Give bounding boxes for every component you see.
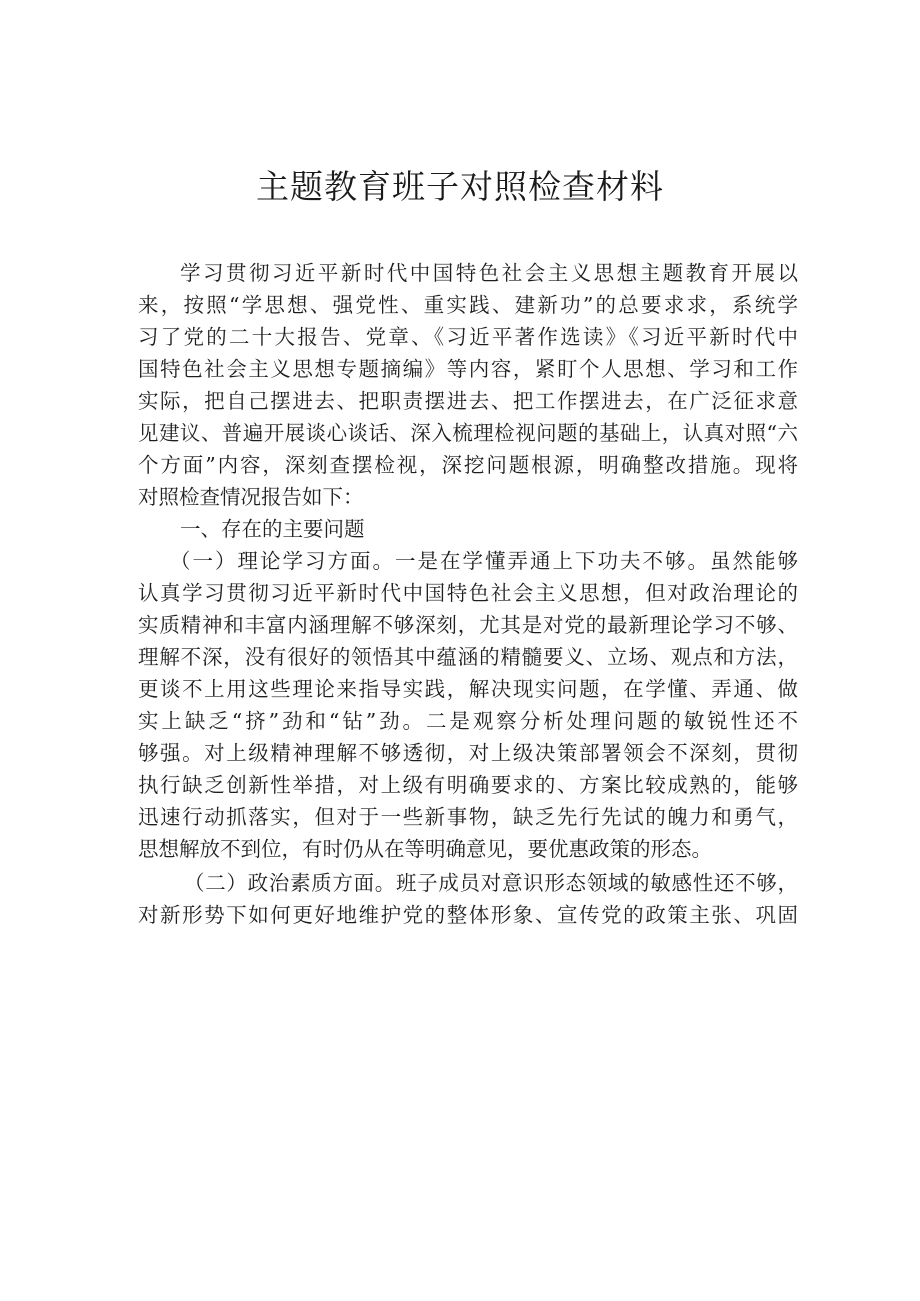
paragraph-line: 学习贯彻习近平新时代中国特色社会主义思想主题教育开展以 [180, 261, 798, 285]
paragraph-line: 更谈不上用这些理论来指导实践，解决现实问题，在学懂、弄通、做 [138, 677, 798, 701]
paragraph-line: 思想解放不到位，有时仍从在等明确意见，要优惠政策的形态。 [138, 837, 712, 861]
paragraph-line: 实质精神和丰富内涵理解不够深刻，尤其是对党的最新理论学习不够、 [138, 613, 798, 637]
paragraph-line: 国特色社会主义思想专题摘编》等内容，紧盯个人思想、学习和工作 [138, 357, 798, 381]
paragraph-line: （一）理论学习方面。一是在学懂弄通上下功夫不够。虽然能够 [170, 549, 798, 573]
paragraph-line: 实上缺乏“挤”劲和“钻”劲。二是观察分析处理问题的敏锐性还不 [138, 709, 798, 733]
paragraph-line: 认真学习贯彻习近平新时代中国特色社会主义思想，但对政治理论的 [138, 581, 798, 605]
section-heading: 一、存在的主要问题 [180, 517, 365, 541]
paragraph-line: 个方面”内容，深刻查摆检视，深挖问题根源，明确整改措施。现将 [138, 453, 798, 477]
paragraph-line: 对新形势下如何更好地维护党的整体形象、宣传党的政策主张、巩固 [138, 903, 798, 927]
paragraph-line: （二）政治素质方面。班子成员对意识形态领域的敏感性还不够， [184, 871, 798, 895]
paragraph-line: 够强。对上级精神理解不够透彻，对上级决策部署领会不深刻，贯彻 [138, 741, 798, 765]
paragraph-line: 理解不深，没有很好的领悟其中蕴涵的精髓要义、立场、观点和方法， [138, 645, 798, 669]
paragraph-line: 对照检查情况报告如下： [138, 485, 364, 509]
paragraph-line: 执行缺乏创新性举措，对上级有明确要求的、方案比较成熟的，能够 [138, 773, 798, 797]
paragraph-line: 见建议、普遍开展谈心谈话、深入梳理检视问题的基础上，认真对照“六 [138, 421, 798, 445]
paragraph-line: 迅速行动抓落实，但对于一些新事物，缺乏先行先试的魄力和勇气， [138, 805, 798, 829]
document-title: 主题教育班子对照检查材料 [256, 167, 664, 206]
paragraph-line: 来，按照“学思想、强党性、重实践、建新功”的总要求求，系统学 [138, 293, 798, 317]
paragraph-line: 实际，把自己摆进去、把职责摆进去、把工作摆进去，在广泛征求意 [138, 389, 798, 413]
paragraph-line: 习了党的二十大报告、党章、《习近平著作选读》《习近平新时代中 [138, 325, 798, 349]
